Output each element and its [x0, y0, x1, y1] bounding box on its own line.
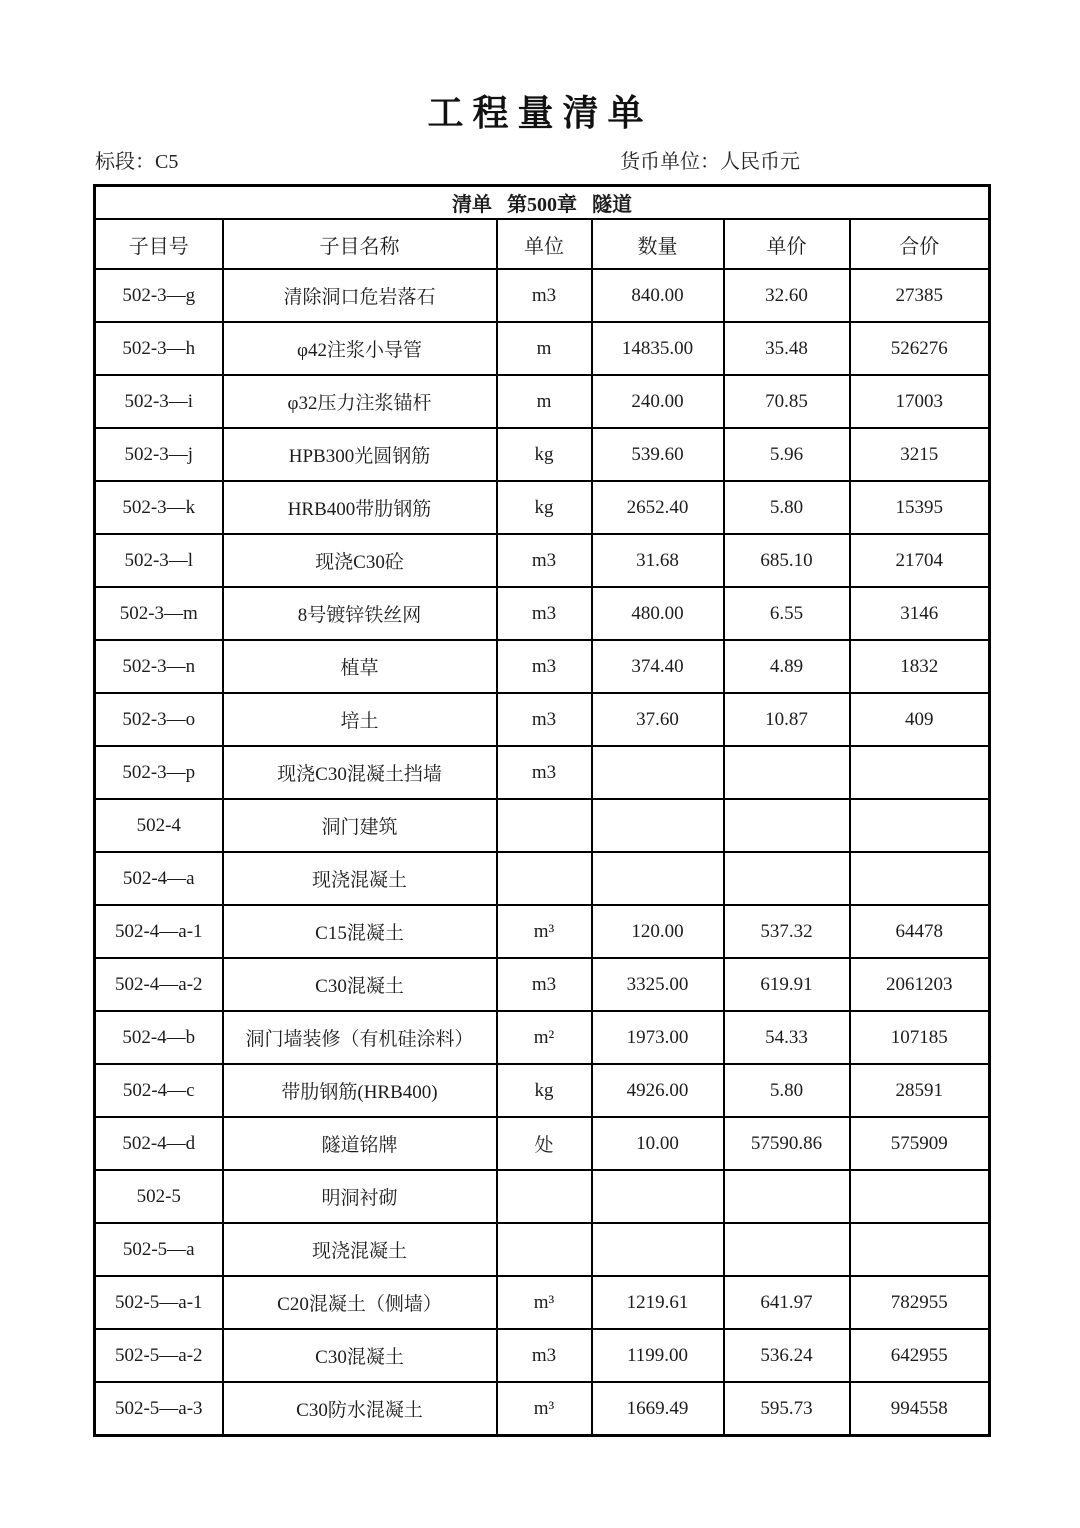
column-header-name: 子目名称 [223, 219, 497, 269]
cell-qty: 120.00 [592, 905, 724, 958]
meta-row [93, 148, 988, 176]
cell-unit [497, 1170, 592, 1223]
cell-name: 隧道铭牌 [223, 1117, 497, 1170]
cell-unit: kg [497, 1064, 592, 1117]
cell-id: 502-4—a [95, 852, 223, 905]
cell-qty: 1669.49 [592, 1382, 724, 1436]
cell-unit: m3 [497, 534, 592, 587]
cell-id: 502-4—b [95, 1011, 223, 1064]
cell-qty: 1219.61 [592, 1276, 724, 1329]
page-title: 工程量清单 [427, 93, 653, 133]
table-row [95, 799, 990, 852]
cell-id: 502-5—a [95, 1223, 223, 1276]
cell-total: 27385 [850, 269, 990, 322]
cell-name: C30混凝土 [223, 958, 497, 1011]
cell-name: φ42注浆小导管 [223, 322, 497, 375]
cell-id: 502-4—c [95, 1064, 223, 1117]
cell-name: HRB400带肋钢筋 [223, 481, 497, 534]
cell-total: 575909 [850, 1117, 990, 1170]
cell-qty: 840.00 [592, 269, 724, 322]
cell-name: 培土 [223, 693, 497, 746]
cell-unit: m³ [497, 1276, 592, 1329]
cell-id: 502-4—a-2 [95, 958, 223, 1011]
cell-id: 502-3—g [95, 269, 223, 322]
table-row [95, 905, 990, 958]
cell-unit [497, 799, 592, 852]
column-header-id: 子目号 [95, 219, 223, 269]
cell-total: 782955 [850, 1276, 990, 1329]
cell-price: 32.60 [724, 269, 850, 322]
cell-total: 526276 [850, 322, 990, 375]
cell-id: 502-3—p [95, 746, 223, 799]
cell-qty: 2652.40 [592, 481, 724, 534]
cell-price: 595.73 [724, 1382, 850, 1436]
table-row [95, 534, 990, 587]
cell-name: 清除洞口危岩落石 [223, 269, 497, 322]
table-row [95, 269, 990, 322]
table-row [95, 1329, 990, 1382]
cell-unit: m3 [497, 587, 592, 640]
cell-price: 4.89 [724, 640, 850, 693]
cell-name: 现浇混凝土 [223, 852, 497, 905]
table-row [95, 1011, 990, 1064]
cell-price: 5.96 [724, 428, 850, 481]
cell-id: 502-4—a-1 [95, 905, 223, 958]
cell-unit [497, 1223, 592, 1276]
cell-id: 502-3—m [95, 587, 223, 640]
column-header-total: 合价 [850, 219, 990, 269]
boq-table [93, 184, 991, 1437]
table-row [95, 1223, 990, 1276]
cell-id: 502-5—a-2 [95, 1329, 223, 1382]
cell-total: 2061203 [850, 958, 990, 1011]
cell-price: 685.10 [724, 534, 850, 587]
table-row [95, 746, 990, 799]
table-row [95, 1064, 990, 1117]
table-row [95, 640, 990, 693]
cell-qty [592, 799, 724, 852]
cell-id: 502-4—d [95, 1117, 223, 1170]
cell-price: 619.91 [724, 958, 850, 1011]
cell-name: C30混凝土 [223, 1329, 497, 1382]
table-caption-row [95, 186, 990, 220]
cell-id: 502-3—l [95, 534, 223, 587]
cell-id: 502-3—k [95, 481, 223, 534]
cell-id: 502-5—a-3 [95, 1382, 223, 1436]
cell-total: 107185 [850, 1011, 990, 1064]
cell-price [724, 852, 850, 905]
table-row [95, 852, 990, 905]
cell-price: 536.24 [724, 1329, 850, 1382]
cell-total: 64478 [850, 905, 990, 958]
cell-name: φ32压力注浆锚杆 [223, 375, 497, 428]
cell-total: 642955 [850, 1329, 990, 1382]
cell-name: C30防水混凝土 [223, 1382, 497, 1436]
cell-unit: m3 [497, 640, 592, 693]
cell-id: 502-4 [95, 799, 223, 852]
cell-id: 502-3—i [95, 375, 223, 428]
cell-total: 3146 [850, 587, 990, 640]
cell-qty: 539.60 [592, 428, 724, 481]
cell-qty [592, 1170, 724, 1223]
cell-qty: 31.68 [592, 534, 724, 587]
cell-total [850, 746, 990, 799]
cell-id: 502-3—h [95, 322, 223, 375]
cell-price [724, 746, 850, 799]
cell-id: 502-3—n [95, 640, 223, 693]
section-label: 标段：C5 [95, 151, 179, 173]
cell-name: 明洞衬砌 [223, 1170, 497, 1223]
cell-qty [592, 746, 724, 799]
cell-qty [592, 1223, 724, 1276]
table-row [95, 693, 990, 746]
cell-qty: 10.00 [592, 1117, 724, 1170]
cell-unit: m² [497, 1011, 592, 1064]
column-header-unit: 单位 [497, 219, 592, 269]
cell-unit: m3 [497, 693, 592, 746]
table-header-row [95, 219, 990, 269]
table-row [95, 428, 990, 481]
cell-price: 5.80 [724, 481, 850, 534]
cell-name: C15混凝土 [223, 905, 497, 958]
cell-unit: 处 [497, 1117, 592, 1170]
cell-unit: kg [497, 481, 592, 534]
cell-name: 现浇C30混凝土挡墙 [223, 746, 497, 799]
cell-price: 57590.86 [724, 1117, 850, 1170]
cell-price: 35.48 [724, 322, 850, 375]
table-row [95, 481, 990, 534]
cell-name: 现浇C30砼 [223, 534, 497, 587]
cell-qty: 240.00 [592, 375, 724, 428]
cell-qty: 14835.00 [592, 322, 724, 375]
table-row [95, 1382, 990, 1436]
cell-total: 17003 [850, 375, 990, 428]
cell-unit: m3 [497, 958, 592, 1011]
cell-total [850, 799, 990, 852]
cell-unit: m [497, 322, 592, 375]
cell-total: 1832 [850, 640, 990, 693]
cell-qty: 480.00 [592, 587, 724, 640]
cell-unit: m3 [497, 1329, 592, 1382]
cell-name: 洞门建筑 [223, 799, 497, 852]
cell-name: 植草 [223, 640, 497, 693]
table-row [95, 1276, 990, 1329]
cell-price: 537.32 [724, 905, 850, 958]
cell-qty: 4926.00 [592, 1064, 724, 1117]
cell-id: 502-3—j [95, 428, 223, 481]
cell-name: 现浇混凝土 [223, 1223, 497, 1276]
cell-name: 带肋钢筋(HRB400) [223, 1064, 497, 1117]
cell-name: C20混凝土（侧墙） [223, 1276, 497, 1329]
cell-total [850, 1223, 990, 1276]
cell-id: 502-5 [95, 1170, 223, 1223]
cell-unit: m3 [497, 746, 592, 799]
cell-price [724, 799, 850, 852]
cell-price: 70.85 [724, 375, 850, 428]
cell-qty [592, 852, 724, 905]
cell-unit: kg [497, 428, 592, 481]
column-header-qty: 数量 [592, 219, 724, 269]
table-row [95, 958, 990, 1011]
cell-total: 994558 [850, 1382, 990, 1436]
currency-unit-label: 货币单位：人民币元 [620, 151, 800, 173]
table-row [95, 322, 990, 375]
table-row [95, 587, 990, 640]
cell-total [850, 1170, 990, 1223]
cell-unit: m³ [497, 905, 592, 958]
table-caption: 清单 第500章 隧道 [95, 186, 990, 220]
cell-total: 15395 [850, 481, 990, 534]
column-header-price: 单价 [724, 219, 850, 269]
table-row [95, 1117, 990, 1170]
cell-qty: 1199.00 [592, 1329, 724, 1382]
cell-price: 6.55 [724, 587, 850, 640]
table-row [95, 375, 990, 428]
cell-total: 21704 [850, 534, 990, 587]
cell-name: HPB300光圆钢筋 [223, 428, 497, 481]
cell-unit [497, 852, 592, 905]
cell-price: 641.97 [724, 1276, 850, 1329]
cell-qty: 374.40 [592, 640, 724, 693]
cell-id: 502-5—a-1 [95, 1276, 223, 1329]
cell-name: 洞门墙装修（有机硅涂料） [223, 1011, 497, 1064]
cell-id: 502-3—o [95, 693, 223, 746]
cell-total [850, 852, 990, 905]
cell-price: 10.87 [724, 693, 850, 746]
cell-price [724, 1170, 850, 1223]
cell-unit: m³ [497, 1382, 592, 1436]
table-row [95, 1170, 990, 1223]
cell-price [724, 1223, 850, 1276]
cell-name: 8号镀锌铁丝网 [223, 587, 497, 640]
cell-unit: m [497, 375, 592, 428]
cell-qty: 3325.00 [592, 958, 724, 1011]
cell-price: 5.80 [724, 1064, 850, 1117]
cell-price: 54.33 [724, 1011, 850, 1064]
cell-unit: m3 [497, 269, 592, 322]
cell-total: 409 [850, 693, 990, 746]
table-body [95, 269, 990, 1436]
cell-total: 3215 [850, 428, 990, 481]
cell-qty: 37.60 [592, 693, 724, 746]
cell-qty: 1973.00 [592, 1011, 724, 1064]
cell-total: 28591 [850, 1064, 990, 1117]
